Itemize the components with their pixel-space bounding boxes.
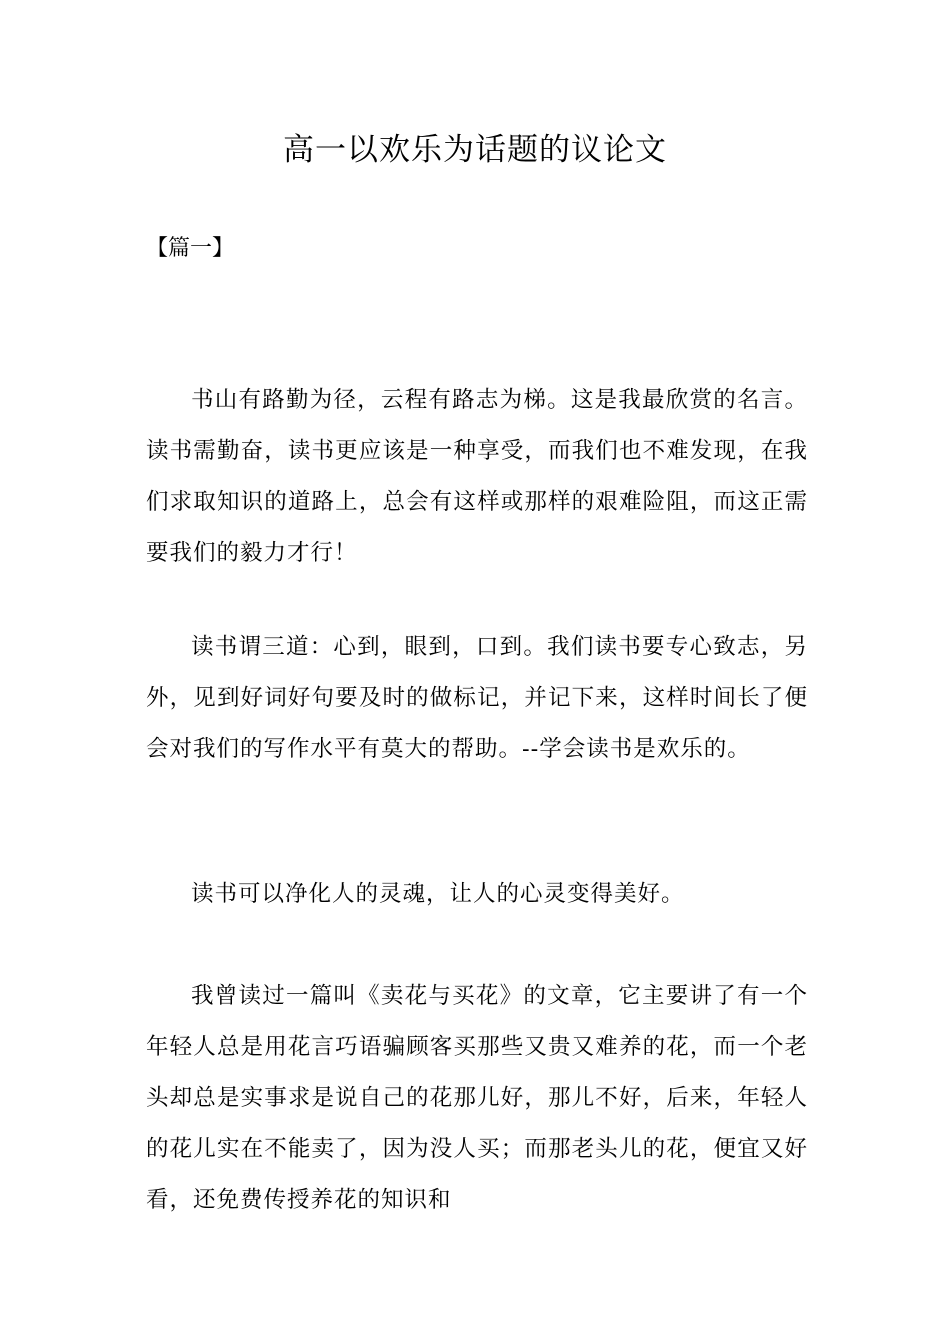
paragraph-2: 读书谓三道：心到，眼到，口到。我们读书要专心致志，另外，见到好词好句要及时的做标记，并记下来，这样时间长了便会对我们的写作水平有莫大的帮助。--学会读书是欢乐的。	[146, 634, 808, 762]
paragraph-1: 书山有路勤为径，云程有路志为梯。这是我最欣赏的名言。读书需勤奋，读书更应该是一种享受，而我们也不难发现，在我们求取知识的道路上，总会有这样或那样的艰难险阻，而这正需要我们的毅力才行！	[146, 387, 808, 566]
paragraph-3: 读书可以净化人的灵魂，让人的心灵变得美好。	[191, 881, 685, 907]
section-label: 【篇一】	[146, 236, 235, 261]
document-title: 高一以欢乐为话题的议论文	[283, 132, 667, 168]
paragraph-4: 我曾读过一篇叫《卖花与买花》的文章，它主要讲了有一个年轻人总是用花言巧语骗顾客买那些又贵又难养的花，而一个老头却总是实事求是说自己的花那儿好，那儿不好，后来，年轻人的花儿实在不能卖了，因为没人买；而那老头儿的花，便宜又好看，还免费传授养花的知识和	[146, 983, 808, 1213]
